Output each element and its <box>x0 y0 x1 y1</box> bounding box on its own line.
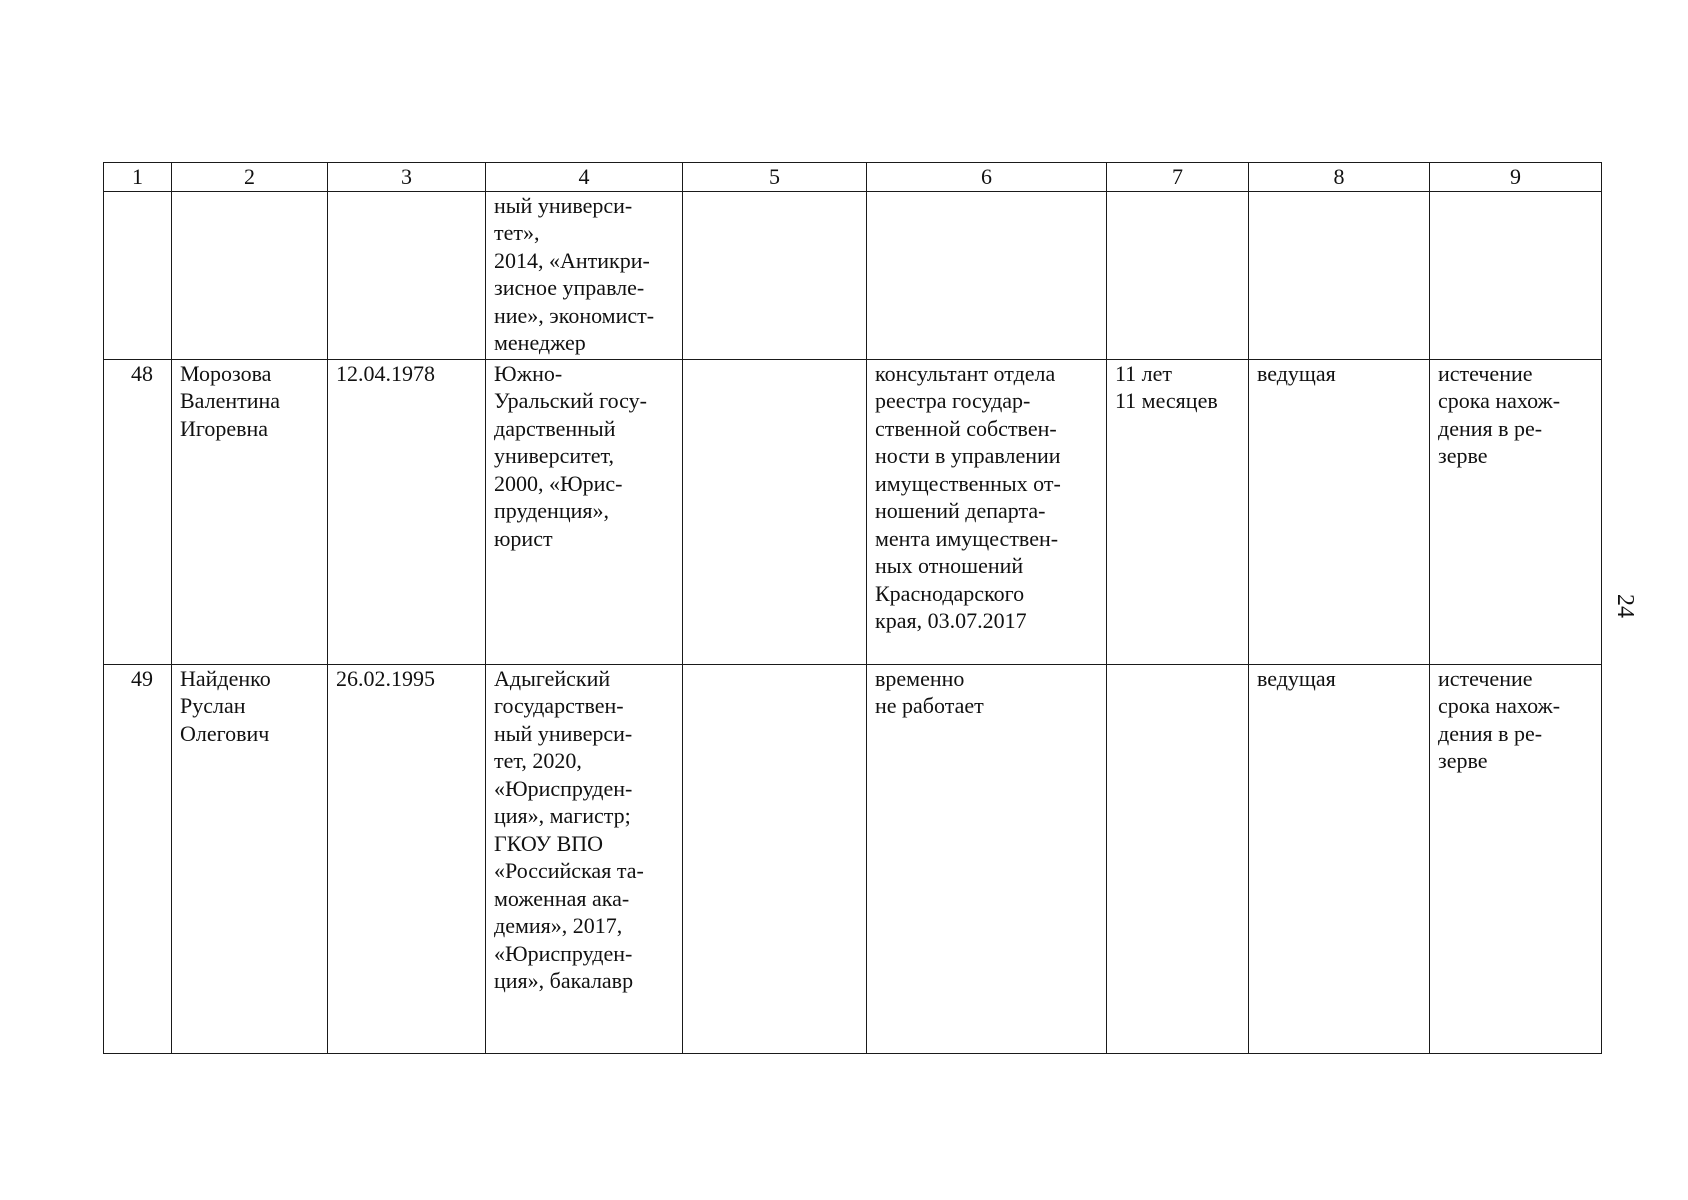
full-name <box>172 191 328 359</box>
column-5-cell <box>683 359 867 664</box>
column-header-3: 3 <box>328 163 486 192</box>
exclusion-reason: истечение срока нахож- дения в ре- зерве <box>1430 664 1602 1053</box>
column-header-1: 1 <box>104 163 172 192</box>
reserve-table <box>103 162 1602 1054</box>
row-number: 48 <box>104 359 172 664</box>
table-row-continuation <box>104 191 1602 359</box>
column-header-4: 4 <box>486 163 683 192</box>
education: Адыгейский государствен- ный универси- тет, 2020, «Юриспруден- ция», магистр; ГКОУ ВПО «Российская та- моженная ака- демия», 2017, «Юриспруден- ция», бакалавр <box>486 664 683 1053</box>
birth-date: 12.04.1978 <box>328 359 486 664</box>
column-header-2: 2 <box>172 163 328 192</box>
row-number <box>104 191 172 359</box>
exclusion-reason: истечение срока нахож- дения в ре- зерве <box>1430 359 1602 664</box>
column-header-7: 7 <box>1107 163 1249 192</box>
position: консультант отдела реестра государ- ственной собствен- ности в управлении имущественных от- ношений департа- мента имуществен- ных отношений Краснодарского края, 03.07.2017 <box>867 359 1107 664</box>
exclusion-reason <box>1430 191 1602 359</box>
table-row-48 <box>104 359 1602 664</box>
education: Южно- Уральский госу- дарственный университет, 2000, «Юрис- пруденция», юрист <box>486 359 683 664</box>
position-group: ведущая <box>1249 359 1430 664</box>
row-number: 49 <box>104 664 172 1053</box>
work-experience <box>1107 191 1249 359</box>
table-row-49 <box>104 664 1602 1053</box>
position-group <box>1249 191 1430 359</box>
full-name: Найденко Руслан Олегович <box>172 664 328 1053</box>
work-experience <box>1107 664 1249 1053</box>
birth-date <box>328 191 486 359</box>
column-header-6: 6 <box>867 163 1107 192</box>
column-5-cell <box>683 664 867 1053</box>
page-number: 24 <box>1612 594 1638 618</box>
position: временно не работает <box>867 664 1107 1053</box>
position-group: ведущая <box>1249 664 1430 1053</box>
column-header-9: 9 <box>1430 163 1602 192</box>
work-experience: 11 лет 11 месяцев <box>1107 359 1249 664</box>
position <box>867 191 1107 359</box>
full-name: Морозова Валентина Игоревна <box>172 359 328 664</box>
table-header-row <box>104 163 1602 192</box>
column-header-5: 5 <box>683 163 867 192</box>
column-header-8: 8 <box>1249 163 1430 192</box>
birth-date: 26.02.1995 <box>328 664 486 1053</box>
column-5-cell <box>683 191 867 359</box>
education: ный универси- тет», 2014, «Антикри- зисное управле- ние», экономист- менеджер <box>486 191 683 359</box>
